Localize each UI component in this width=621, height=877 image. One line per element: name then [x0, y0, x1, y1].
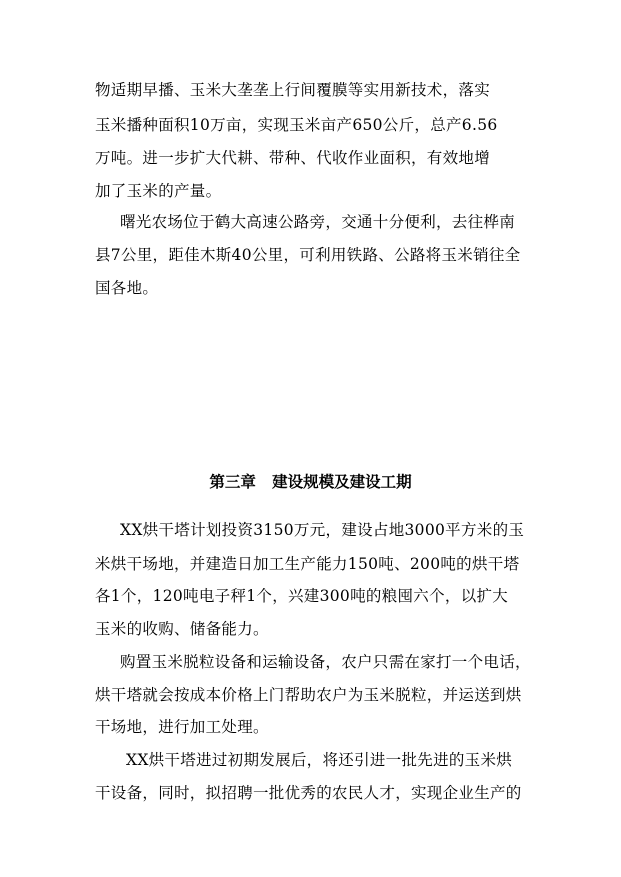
paragraph-line: 各1个，120吨电子秤1个，兴建300吨的粮囤六个，以扩大 — [95, 587, 509, 605]
paragraph-line: 干设备，同时，拟招聘一批优秀的农民人才，实现企业生产的 — [95, 784, 522, 802]
paragraph-line: XX烘干塔进过初期发展后，将还引进一批先进的玉米烘 — [126, 751, 513, 769]
paragraph-line: 物适期早播、玉米大垄垄上行间覆膜等实用新技术，落实 — [95, 81, 491, 99]
paragraph-line: 购置玉米脱粒设备和运输设备，农户只需在家打一个电话， — [120, 653, 531, 671]
paragraph-line: 万吨。进一步扩大代耕、带种、代收作业面积，有效地增 — [95, 149, 491, 167]
paragraph-line: 烘干塔就会按成本价格上门帮助农户为玉米脱粒，并运送到烘 — [95, 686, 522, 704]
paragraph-line: 米烘干场地，并建造日加工生产能力150吨、200吨的烘干塔 — [95, 555, 520, 573]
paragraph-line: 加了玉米的产量。 — [95, 182, 222, 200]
paragraph-line: 玉米播种面积10万亩，实现玉米亩产650公斤，总产6.56 — [95, 116, 498, 134]
paragraph-line: 曙光农场位于鹤大高速公路旁，交通十分便利，去往桦南 — [120, 213, 516, 231]
paragraph-line: 县7公里，距佳木斯40公里，可利用铁路、公路将玉米销往全 — [95, 246, 521, 264]
chapter-heading: 第三章 建设规模及建设工期 — [209, 473, 412, 491]
paragraph-line: 干场地，进行加工处理。 — [95, 718, 269, 736]
paragraph-line: XX烘干塔计划投资3150万元，建设占地3000平方米的玉 — [120, 521, 525, 539]
paragraph-line: 玉米的收购、储备能力。 — [95, 620, 269, 638]
paragraph-line: 国各地。 — [95, 279, 159, 297]
